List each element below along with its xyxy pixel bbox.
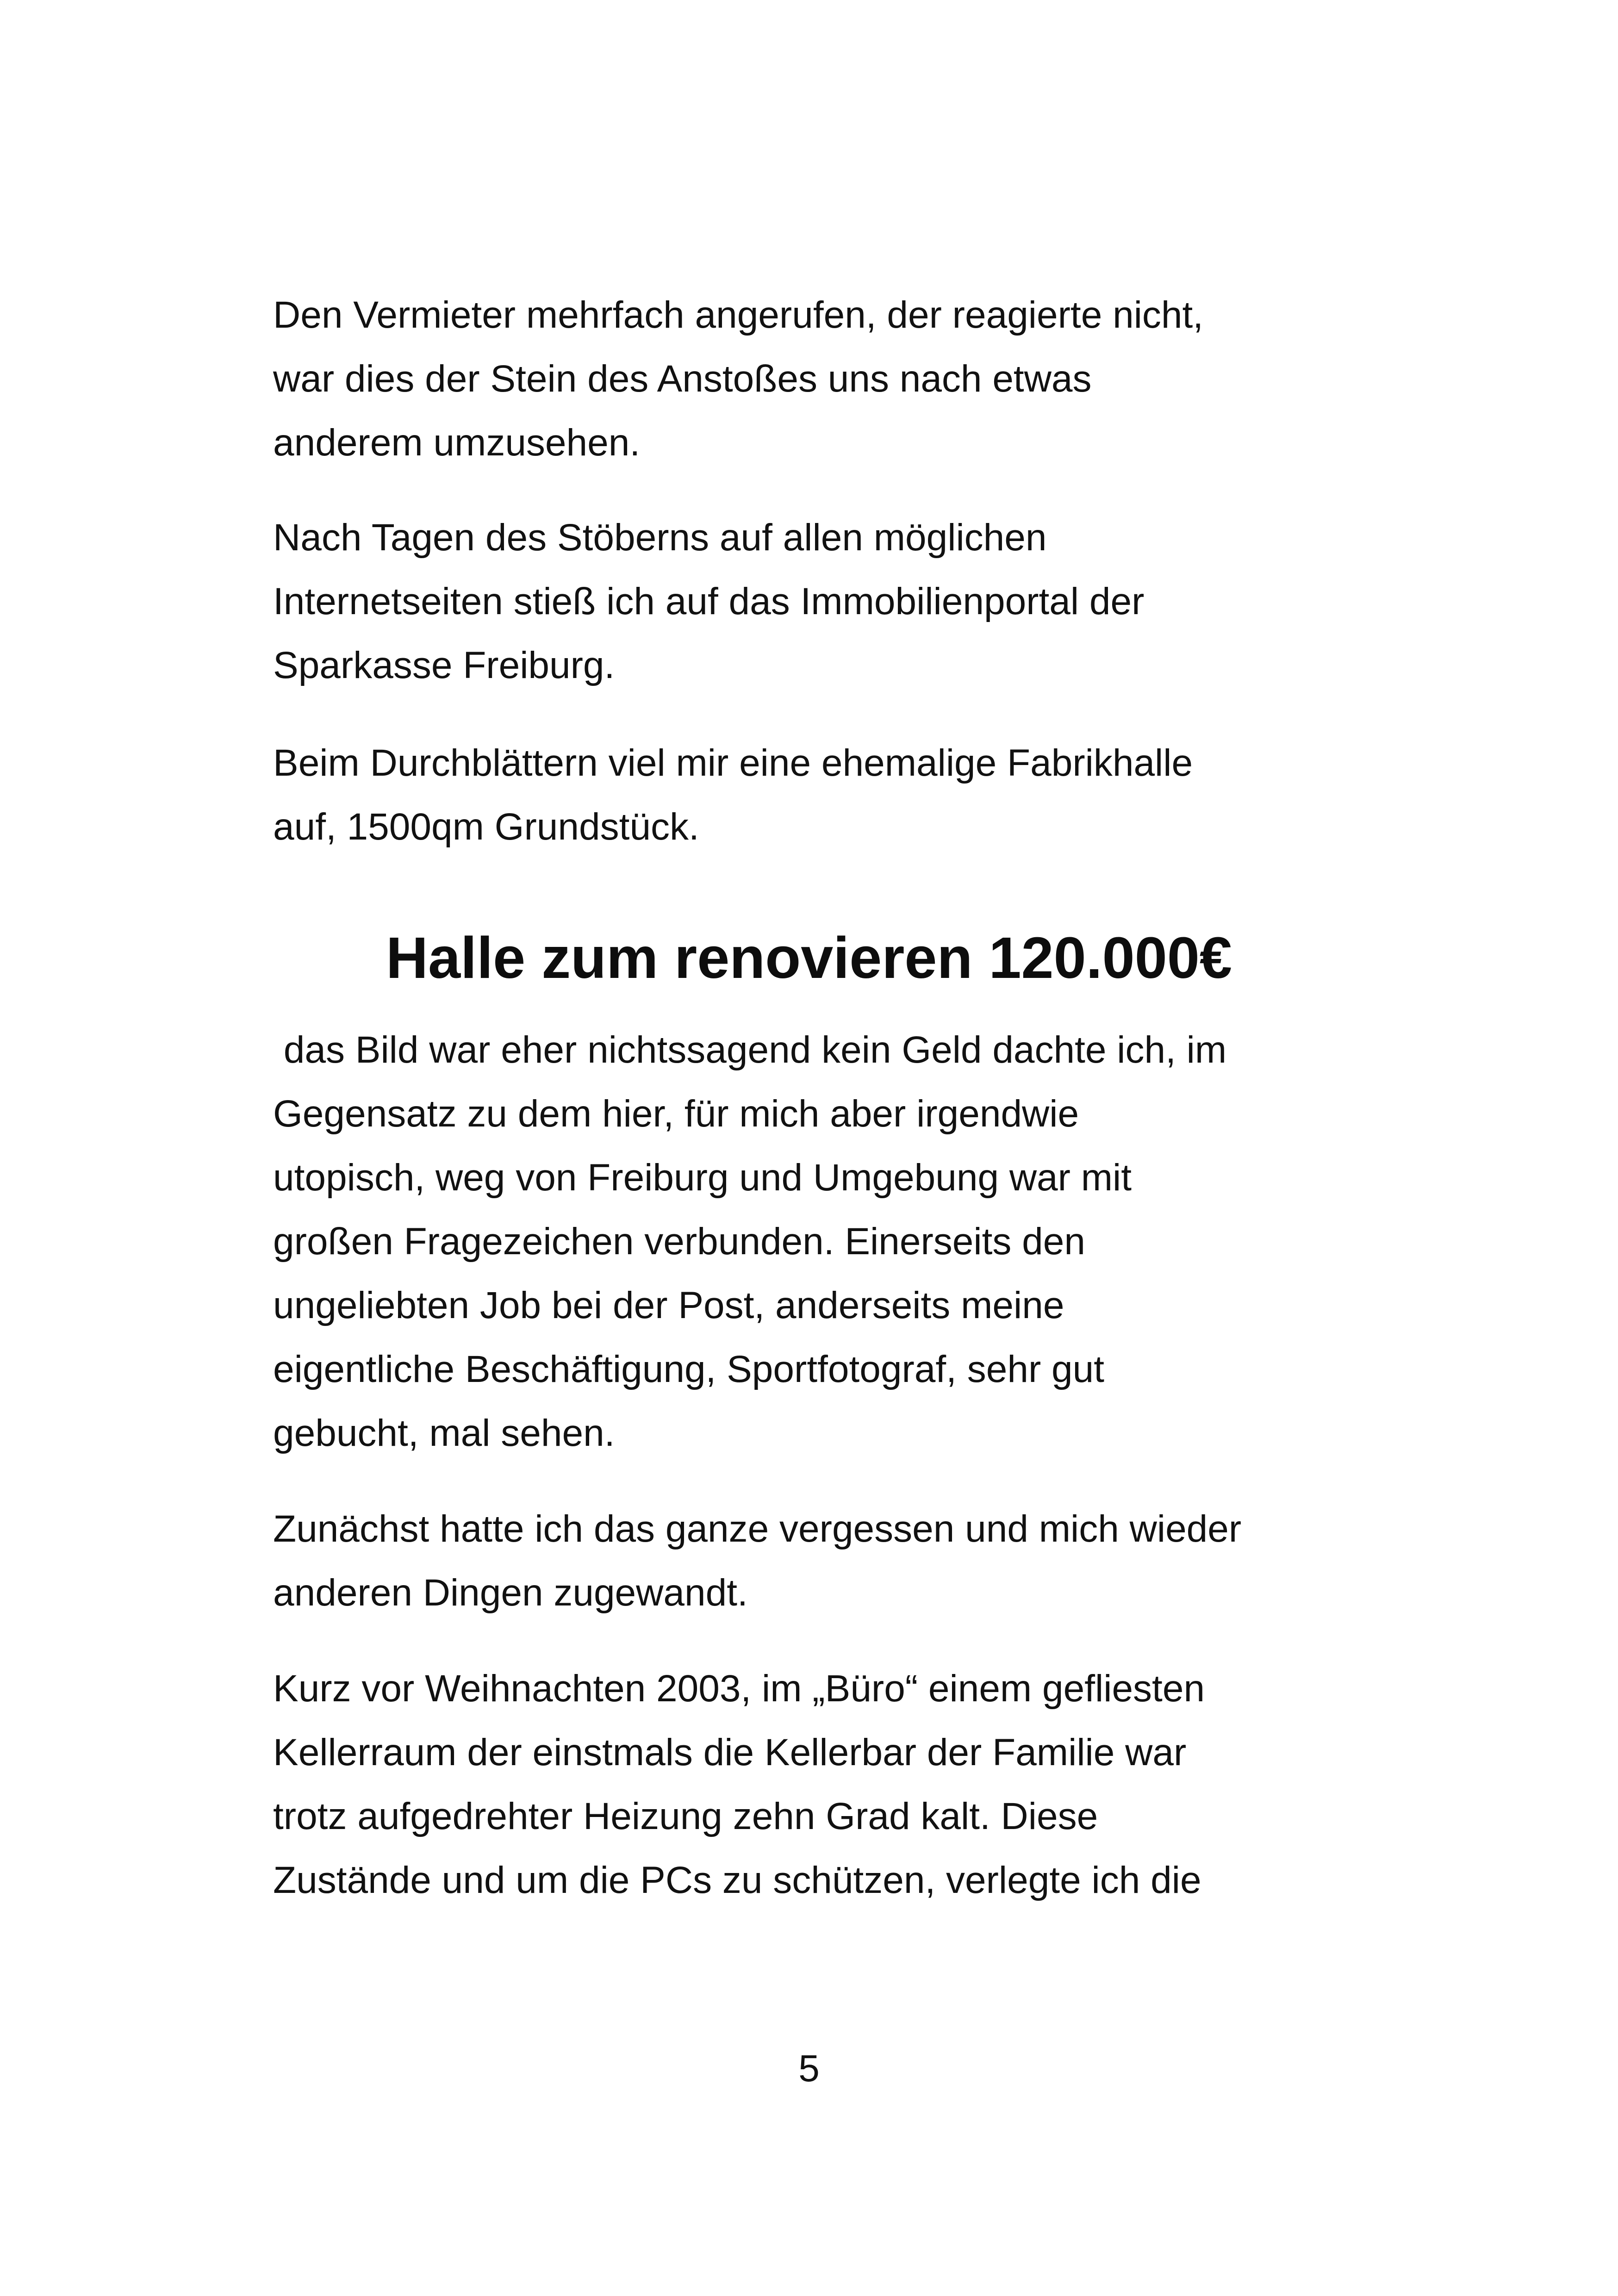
paragraph-line: großen Fragezeichen verbunden. Einerseits den	[273, 1220, 1085, 1263]
paragraph-line: utopisch, weg von Freiburg und Umgebung war mit	[273, 1157, 1132, 1199]
paragraph-line: Sparkasse Freiburg.	[273, 644, 615, 686]
paragraph-line: trotz aufgedrehter Heizung zehn Grad kalt. Diese	[273, 1795, 1098, 1837]
paragraph-line: ungeliebten Job bei der Post, anderseits meine	[273, 1284, 1064, 1326]
paragraph	[273, 1657, 1365, 1912]
page-number: 5	[798, 2047, 820, 2090]
paragraph	[273, 731, 1365, 859]
paragraph-line: gebucht, mal sehen.	[273, 1412, 615, 1454]
paragraph-line: Internetseiten stieß ich auf das Immobilienportal der	[273, 580, 1145, 622]
paragraph-line: Zunächst hatte ich das ganze vergessen und mich wieder	[273, 1508, 1242, 1550]
paragraph-line: Kurz vor Weihnachten 2003, im „Büro“ einem gefliesten	[273, 1668, 1205, 1710]
paragraph-line: anderem umzusehen.	[273, 422, 641, 464]
paragraph-line: Beim Durchblättern viel mir eine ehemalige Fabrikhalle	[273, 742, 1193, 784]
paragraph-line: auf, 1500qm Grundstück.	[273, 806, 699, 848]
paragraph-line: Gegensatz zu dem hier, für mich aber irgendwie	[273, 1093, 1079, 1135]
paragraph-line: war dies der Stein des Anstoßes uns nach etwas	[273, 358, 1092, 400]
paragraph	[273, 1497, 1365, 1625]
paragraph-line: Den Vermieter mehrfach angerufen, der reagierte nicht,	[273, 294, 1204, 336]
section-heading: Halle zum renovieren 120.000€	[386, 925, 1232, 990]
paragraph-line: eigentliche Beschäftigung, Sportfotograf, sehr gut	[273, 1348, 1105, 1390]
paragraph-line: Nach Tagen des Stöberns auf allen möglichen	[273, 516, 1047, 559]
paragraph-line: Kellerraum der einstmals die Kellerbar der Familie war	[273, 1731, 1187, 1773]
paragraph	[273, 506, 1365, 697]
paragraph-line: Zustände und um die PCs zu schützen, verlegte ich die	[273, 1859, 1201, 1901]
paragraph-line: das Bild war eher nichtssagend kein Geld dachte ich, im	[273, 1029, 1227, 1071]
paragraph	[273, 1018, 1365, 1465]
paragraph-line: anderen Dingen zugewandt.	[273, 1572, 748, 1614]
paragraph	[273, 283, 1365, 475]
